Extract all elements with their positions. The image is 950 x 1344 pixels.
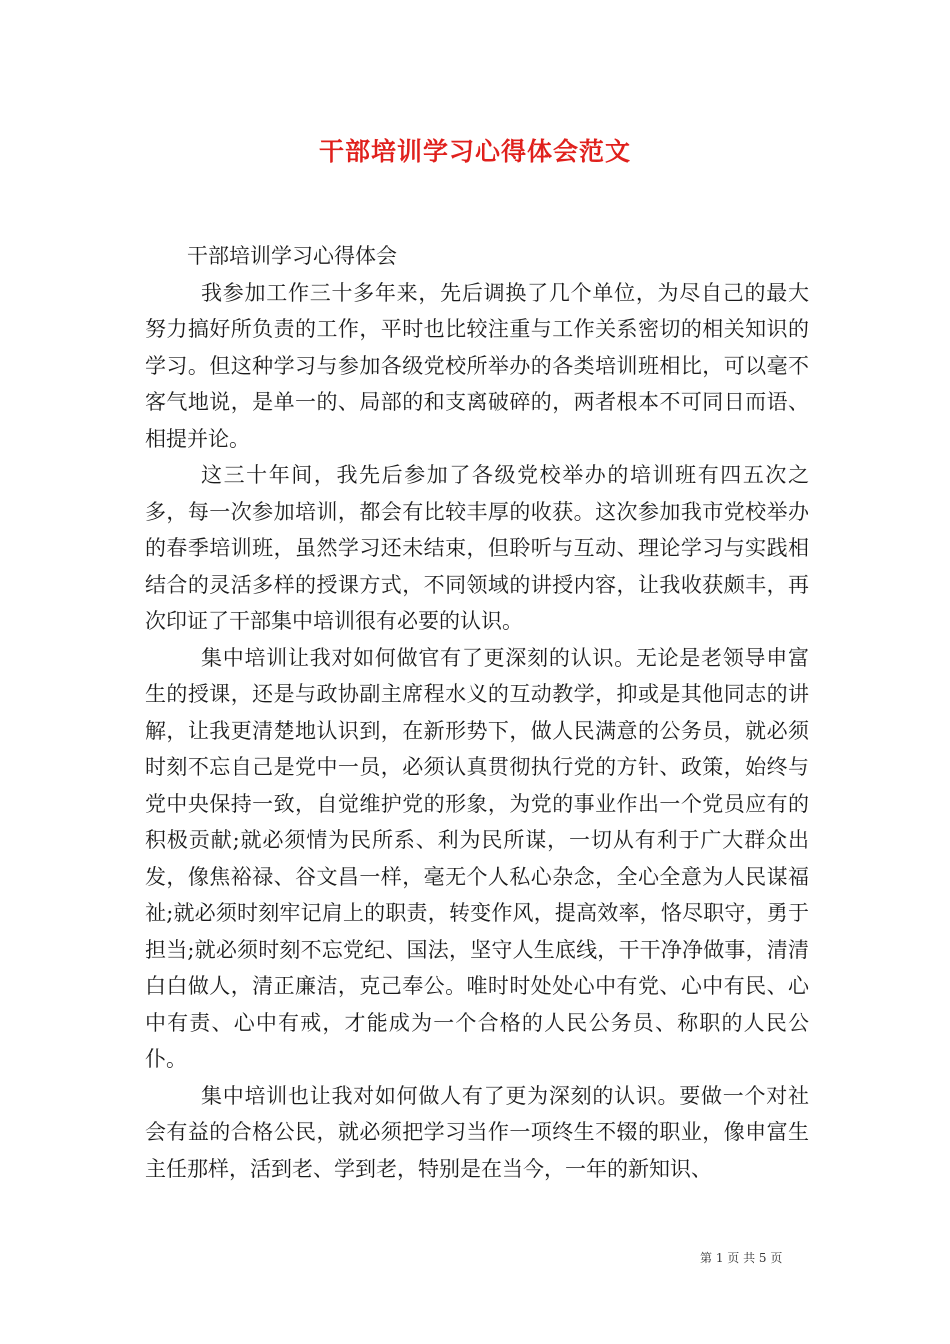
paragraph-1: 我参加工作三十多年来，先后调换了几个单位，为尽自己的最大努力搞好所负责的工作，平时也比较注重与工作关系密切的相关知识的学习。但这种学习与参加各级党校所举办的各类培训班相比，可以毫不客气地说，是单一的、局部的和支离破碎的，两者根本不可同日而语、相提并论。 <box>145 280 809 451</box>
document-body <box>145 238 809 1187</box>
page-number: 第 1 页 共 5 页 <box>700 1251 783 1265</box>
paragraph-4: 集中培训也让我对如何做人有了更为深刻的认识。要做一个对社会有益的合格公民，就必须把学习当作一项终生不辍的职业，像申富生主任那样，活到老、学到老，特别是在当今，一年的新知识、 <box>145 1083 809 1181</box>
document-title: 干部培训学习心得体会范文 <box>318 137 631 166</box>
paragraph-3: 集中培训让我对如何做官有了更深刻的认识。无论是老领导申富生的授课，还是与政协副主席程水义的互动教学，抑或是其他同志的讲解，让我更清楚地认识到，在新形势下，做人民满意的公务员，就必须时刻不忘自己是党中一员，必须认真贯彻执行党的方针、政策，始终与党中央保持一致，自觉维护党的形象，为党的事业作出一个党员应有的积极贡献;就必须情为民所系、利为民所谋，一切从有利于广大群众出发，像焦裕禄、谷文昌一样，毫无个人私心杂念，全心全意为人民谋福祉;就必须时刻牢记肩上的职责，转变作风，提高效率，恪尽职守，勇于担当;就必须时刻不忘党纪、国法，坚守人生底线，干干净净做事，清清白白做人，清正廉洁，克己奉公。唯时时处处心中有党、心中有民、心中有责、心中有戒，才能成为一个合格的人民公务员、称职的人民公仆。 <box>145 645 809 1071</box>
paragraph-2: 这三十年间，我先后参加了各级党校举办的培训班有四五次之多，每一次参加培训，都会有比较丰厚的收获。这次参加我市党校举办的春季培训班，虽然学习还未结束，但聆听与互动、理论学习与实践相结合的灵活多样的授课方式，不同领域的讲授内容，让我收获颇丰，再次印证了干部集中培训很有必要的认识。 <box>145 463 809 633</box>
document-subheading: 干部培训学习心得体会 <box>187 244 397 268</box>
